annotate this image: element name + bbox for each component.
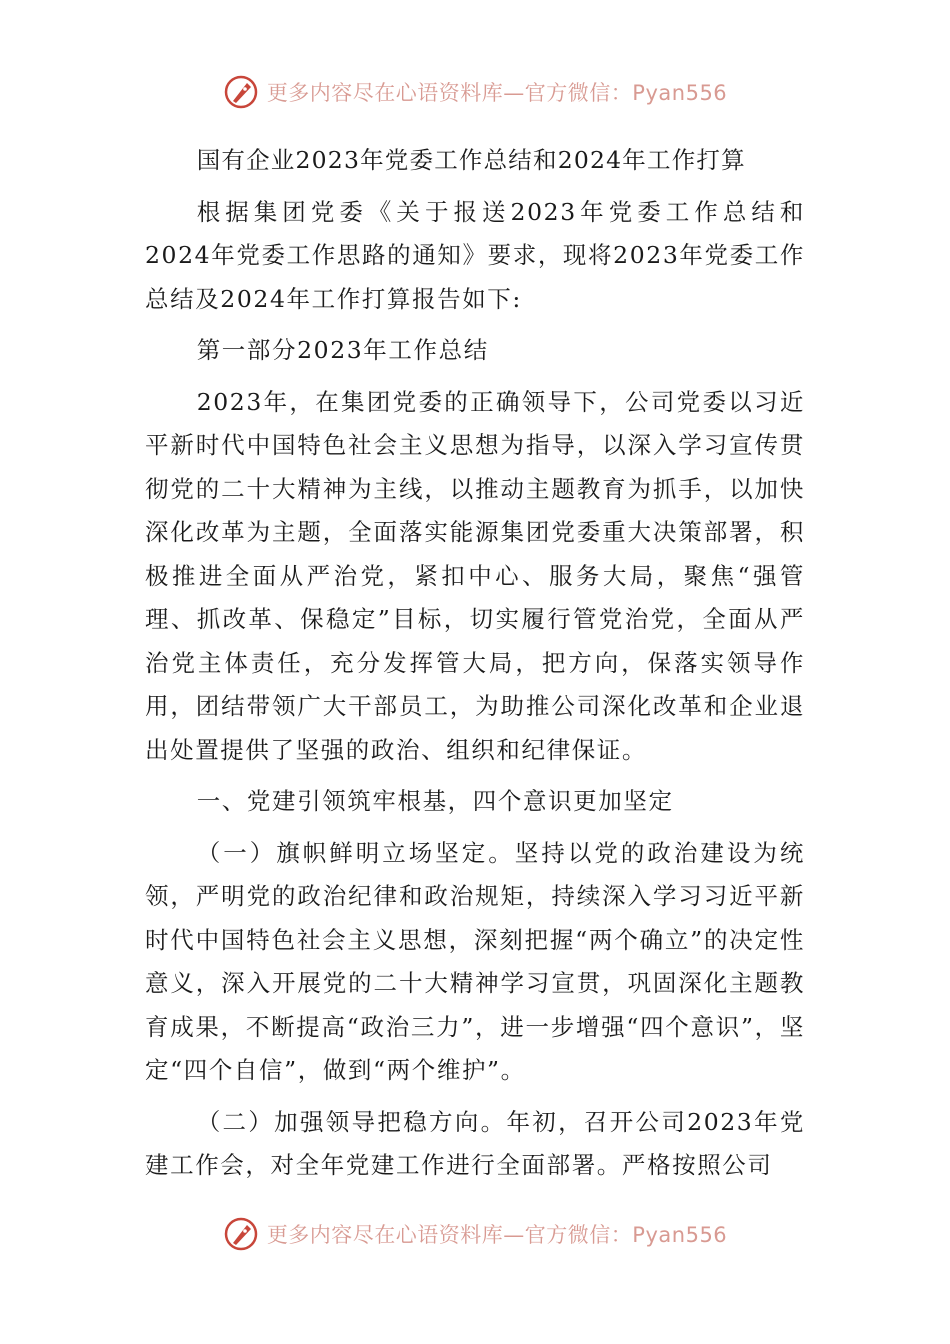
paragraph: （一）旗帜鲜明立场坚定。坚持以党的政治建设为统领，严明党的政治纪律和政治规矩，持续深入学习习近平新时代中国特色社会主义思想，深刻把握“两个确立”的决定性意义，深入开展党的二十大精神学习宣贯，巩固深化主题教育成果，不断提高“政治三力”，进一步增强“四个意识”，坚定“四个自信”，做到“两个维护”。 — [145, 838, 805, 1084]
pen-nib-circle-icon — [223, 74, 259, 110]
watermark-text: 更多内容尽在心语资料库—官方微信：Pyan556 — [266, 81, 728, 105]
section-heading: 一、党建引领筑牢根基，四个意识更加坚定 — [196, 787, 674, 815]
paragraph: （二）加强领导把稳方向。年初，召开公司2023年党建工作会，对全年党建工作进行全面部署。严格按照公司 — [145, 1107, 805, 1179]
document-title: 国有企业2023年党委工作总结和2024年工作打算 — [196, 146, 746, 174]
watermark-text: 更多内容尽在心语资料库—官方微信：Pyan556 — [266, 1223, 728, 1247]
paragraph: 根据集团党委《关于报送2023年党委工作总结和2024年党委工作思路的通知》要求，现将2023年党委工作总结及2024年工作打算报告如下: — [145, 197, 805, 313]
document-body — [145, 139, 805, 1188]
pen-nib-circle-icon — [223, 1216, 259, 1252]
header-watermark-banner — [0, 70, 950, 114]
paragraph: 2023年，在集团党委的正确领导下，公司党委以习近平新时代中国特色社会主义思想为指导，以深入学习宣传贯彻党的二十大精神为主线，以推动主题教育为抓手，以加快深化改革为主题，全面落实能源集团党委重大决策部署，积极推进全面从严治党，紧扣中心、服务大局，聚焦“强管理、抓改革、保稳定”目标，切实履行管党治党，全面从严治党主体责任，充分发挥管大局，把方向，保落实领导作用，团结带领广大干部员工，为助推公司深化改革和企业退出处置提供了坚强的政治、组织和纪律保证。 — [145, 387, 805, 764]
footer-watermark-banner — [0, 1212, 950, 1256]
section-heading: 第一部分2023年工作总结 — [196, 336, 489, 364]
